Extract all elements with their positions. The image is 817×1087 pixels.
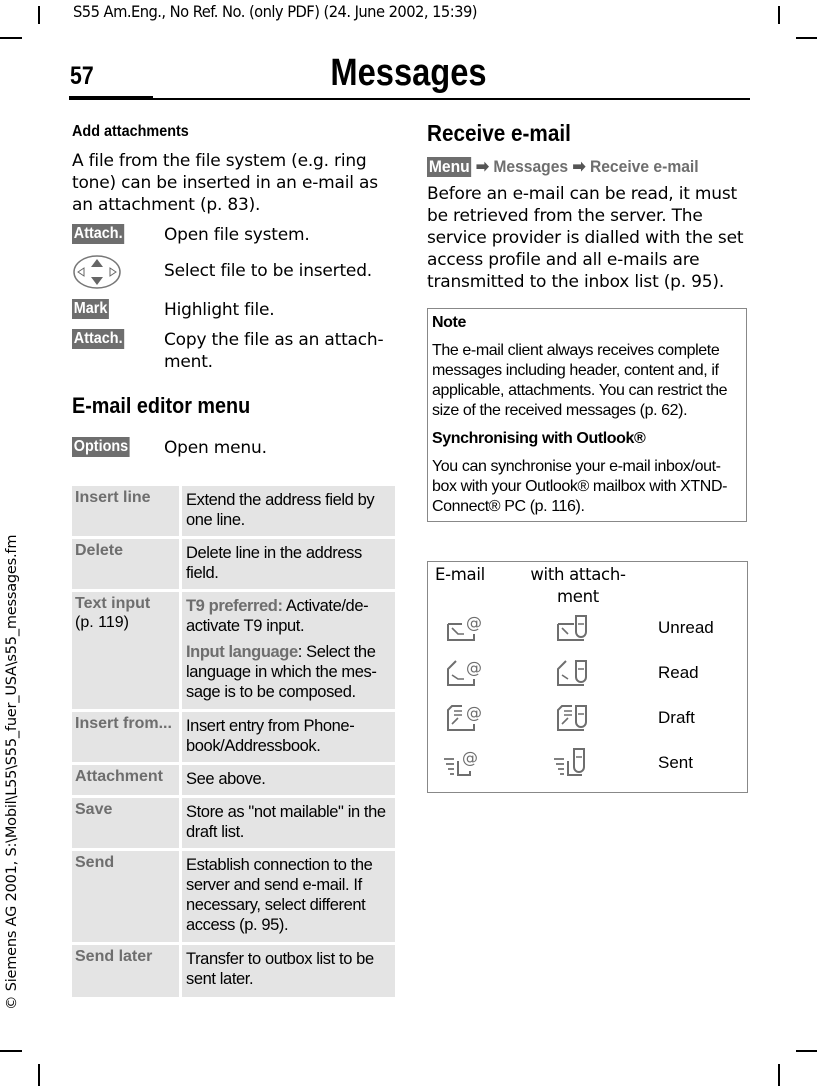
step-mark <box>72 299 397 321</box>
menu-softkey[interactable]: Menu <box>428 157 470 176</box>
legend-row-sent <box>428 747 747 787</box>
legend-label: Sent <box>658 753 693 772</box>
editor-menu-table <box>72 486 395 1000</box>
menu-item-label[interactable]: Insert from... <box>75 715 172 732</box>
legend-row-draft <box>428 702 747 742</box>
menu-item-label[interactable]: Text input <box>75 595 151 612</box>
step-desc: Open file system. <box>164 225 310 245</box>
desc-label: Input language <box>186 643 298 661</box>
menu-item-desc: Extend the address field by one line. <box>182 486 395 536</box>
arrow-icon: ➡ <box>572 157 586 176</box>
receive-email-body: Before an e-mail can be read, it must be retrieved from the server. The service provider is dialled with the set access profile and all e-mails are transmitted to the inbox list (p. 95). <box>427 184 744 292</box>
email-read-attachment-icon <box>556 657 596 691</box>
header-rule <box>69 98 750 100</box>
menu-item-desc: See above. <box>182 765 395 795</box>
editor-menu-heading: E-mail editor menu <box>72 393 251 418</box>
desc-text: Activate/de-activate T9 input. <box>186 597 369 635</box>
sync-text: You can synchronise your e-mail inbox/out-box with your Outlook® mailbox with XTND-Connect® PC (p. 116). <box>432 458 728 515</box>
step-select-file <box>72 254 397 295</box>
note-title: Note <box>432 314 466 331</box>
col-header-email: E-mail <box>435 565 485 584</box>
note-text: The e-mail client always receives complete messages including header, content and, if applicable, attachments. You can restrict the size of the received messages (p. 62). <box>432 342 728 419</box>
email-sent-icon <box>442 747 482 781</box>
email-icon-legend <box>427 561 748 793</box>
menu-item-desc: Delete line in the address field. <box>182 539 395 589</box>
crop-mark <box>796 1050 817 1052</box>
add-attachments-intro: A file from the file system (e.g. ring tone) can be inserted in an e-mail as an attachment (p. 83). <box>72 151 378 215</box>
legend-row-read <box>428 657 747 697</box>
menu-item-desc: Transfer to outbox list to be sent later. <box>182 945 395 997</box>
email-sent-attachment-icon <box>552 747 592 781</box>
legend-row-unread <box>428 612 747 652</box>
svg-text:@: @ <box>466 613 482 632</box>
page-title: Messages <box>330 52 487 94</box>
svg-text:@: @ <box>466 658 482 677</box>
crop-mark <box>778 6 780 24</box>
email-draft-icon <box>446 702 486 736</box>
crop-mark <box>38 6 40 24</box>
menu-item-label[interactable]: Save <box>75 801 113 818</box>
email-unread-icon <box>446 612 486 646</box>
email-unread-attachment-icon <box>556 612 596 646</box>
svg-text:@: @ <box>466 703 482 722</box>
menu-item-ref: (p. 119) <box>75 614 129 631</box>
crop-mark <box>0 1050 22 1052</box>
options-softkey[interactable]: Options <box>73 438 129 455</box>
crop-mark <box>778 1064 780 1086</box>
arrow-icon: ➡ <box>475 157 489 176</box>
menu-path-item[interactable]: Messages <box>493 157 569 176</box>
receive-email-heading: Receive e-mail <box>427 120 571 146</box>
note-box <box>427 308 747 522</box>
menu-item-label[interactable]: Insert line <box>75 489 151 506</box>
legend-label: Read <box>658 663 699 682</box>
add-attachments-heading: Add attachments <box>72 123 189 140</box>
attach-softkey[interactable]: Attach. <box>73 330 123 347</box>
email-read-icon <box>446 657 486 691</box>
step-options <box>72 437 397 459</box>
running-head: S55 Am.Eng., No Ref. No. (only PDF) (24. June 2002, 15:39) <box>73 2 477 21</box>
table-row <box>72 539 395 589</box>
right-column <box>427 120 749 293</box>
page-number: 57 <box>70 62 94 90</box>
step-desc: Highlight file. <box>164 300 275 320</box>
table-row <box>72 945 395 997</box>
step-attach-open <box>72 224 397 246</box>
left-column <box>72 120 397 459</box>
menu-item-label[interactable]: Attachment <box>75 768 164 785</box>
menu-item-desc: Establish connection to the server and send e-mail. If necessary, select different access (p. 95). <box>182 851 395 942</box>
desc-text: : Select the language in which the mes-sage is to be composed. <box>186 643 377 701</box>
table-row <box>72 486 395 536</box>
menu-item-label[interactable]: Send <box>75 854 115 871</box>
table-row <box>72 798 395 848</box>
email-draft-attachment-icon <box>556 702 596 736</box>
legend-label: Unread <box>658 618 714 637</box>
side-footer-text: © Siemens AG 2001, S:\Mobil\L55\S55_fuer_USA\s55_messages.fm <box>4 534 20 1010</box>
crop-mark <box>0 37 22 39</box>
mark-softkey[interactable]: Mark <box>73 300 108 317</box>
desc-label: T9 preferred: <box>186 597 283 615</box>
attach-softkey[interactable]: Attach. <box>73 225 123 242</box>
legend-label: Draft <box>658 708 695 727</box>
menu-item-desc <box>182 592 395 709</box>
col-header-attachment: with attach-ment <box>530 565 626 606</box>
step-desc: Open menu. <box>164 438 267 458</box>
menu-path <box>427 157 723 177</box>
menu-item-desc: Store as "not mailable" in the draft list. <box>182 798 395 848</box>
sync-title: Synchronising with Outlook® <box>432 430 646 447</box>
step-desc: Select file to be inserted. <box>164 261 372 281</box>
step-attach-copy <box>72 329 397 373</box>
menu-item-desc: Insert entry from Phone-book/Addressbook. <box>182 712 395 762</box>
menu-path-item[interactable]: Receive e-mail <box>589 157 699 176</box>
crop-mark <box>796 37 817 39</box>
crop-mark <box>38 1064 40 1086</box>
menu-item-label[interactable]: Delete <box>75 542 124 559</box>
table-row <box>72 712 395 762</box>
svg-text:@: @ <box>462 748 478 767</box>
table-row <box>72 592 395 709</box>
step-desc: Copy the file as an attach-ment. <box>164 330 384 372</box>
table-row <box>72 765 395 795</box>
table-row <box>72 851 395 942</box>
menu-item-label[interactable]: Send later <box>75 948 153 965</box>
navigation-joystick-icon[interactable] <box>72 254 122 290</box>
